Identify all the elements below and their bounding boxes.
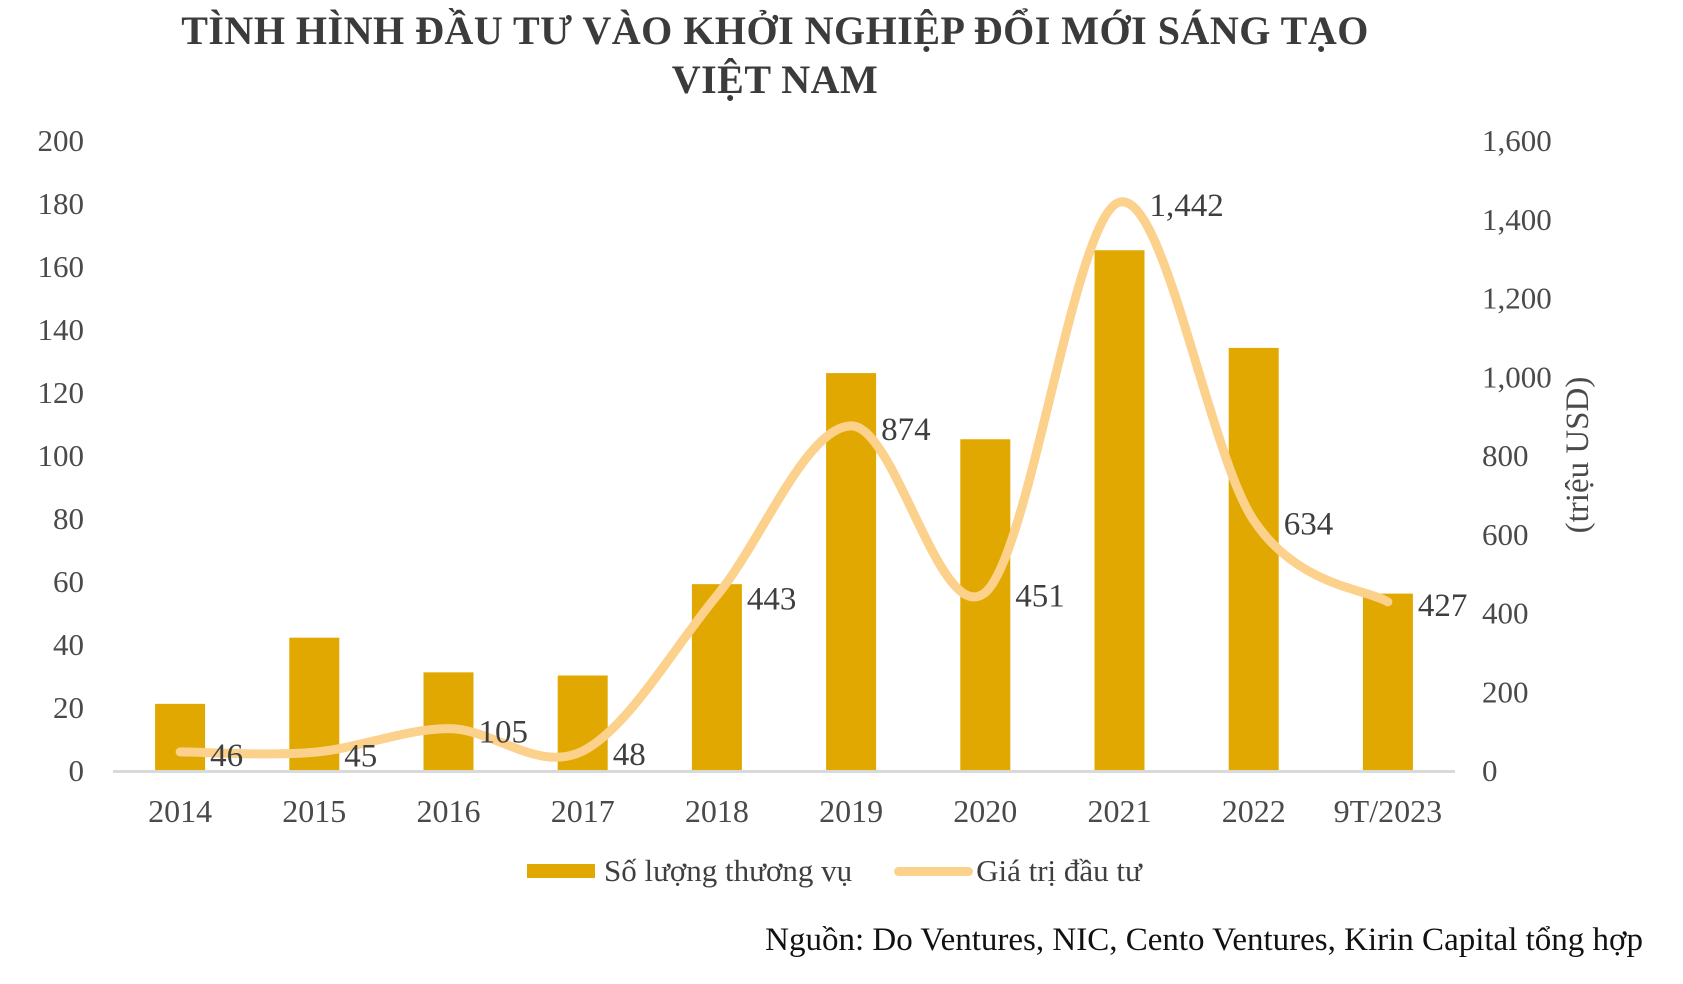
bar-series-swatch [527,864,595,878]
legend-item-deals [527,853,852,889]
left-axis-tick: 0 [68,753,84,788]
chart-legend [527,851,1142,891]
left-axis-tick: 120 [37,375,84,410]
bar-2016 [424,672,474,770]
x-axis-label: 2019 [819,793,884,829]
right-axis-tick: 0 [1482,753,1498,788]
data-label-2022: 634 [1283,506,1334,543]
right-axis-tick: 1,400 [1482,201,1552,237]
chart-title-line1: TÌNH HÌNH ĐẦU TƯ VÀO KHỞI NGHIỆP ĐỔI MỚI SÁNG TẠO [181,8,1369,53]
x-axis-label: 2020 [953,793,1018,829]
right-axis-title: (triệu USD) [1560,376,1596,534]
line-series-swatch [894,867,973,876]
right-axis-tick: 400 [1482,595,1529,631]
x-axis-label: 2014 [148,793,213,829]
data-label-2017: 48 [612,737,646,774]
bar-2020 [960,439,1010,770]
source-note: Nguồn: Do Ventures, NIC, Cento Ventures, Kirin Capital tổng hợp [765,922,1643,958]
data-label-2018: 443 [746,581,797,618]
bar-2021 [1095,250,1145,770]
left-axis-tick: 180 [37,186,84,221]
data-label-2020: 451 [1015,578,1065,615]
left-axis-tick: 100 [37,438,84,473]
right-axis-tick: 1,000 [1482,359,1552,395]
right-axis-tick: 800 [1482,438,1529,473]
left-axis-tick: 80 [53,501,84,536]
investment-line [180,202,1388,757]
chart-title-line2: VIỆT NAM [671,57,879,102]
left-axis-tick: 60 [53,564,84,599]
x-axis-label: 2021 [1087,793,1152,829]
x-axis-label: 2018 [684,793,749,829]
legend-item-value [894,853,1142,889]
right-axis-tick: 600 [1482,516,1529,552]
bar-2022 [1229,348,1279,770]
left-axis-tick: 160 [37,249,84,284]
x-axis-label: 9T/2023 [1333,793,1443,829]
bar-series-label: Số lượng thương vụ [604,853,853,888]
left-axis-tick: 20 [53,690,84,725]
data-label-2021: 1,442 [1149,188,1224,225]
data-label-2019: 874 [881,411,931,448]
x-axis-label: 2016 [416,793,481,829]
data-label-2016: 105 [478,714,528,751]
bar-9T/2023 [1363,594,1413,770]
right-axis-tick: 200 [1482,674,1529,710]
left-axis-tick: 40 [53,627,84,662]
right-axis-tick: 1,600 [1482,123,1552,158]
right-axis-tick: 1,200 [1482,280,1552,316]
left-axis-tick: 200 [37,123,84,158]
line-series-label: Giá trị đầu tư [976,853,1142,888]
x-axis-label: 2015 [282,793,347,829]
bar-2014 [155,704,205,770]
x-axis-label: 2017 [550,793,615,829]
x-axis-label: 2022 [1221,793,1286,829]
left-axis-tick: 140 [37,312,84,347]
data-label-2014: 46 [210,737,244,774]
data-label-9T/2023: 427 [1417,587,1468,624]
data-label-2015: 45 [344,738,378,775]
